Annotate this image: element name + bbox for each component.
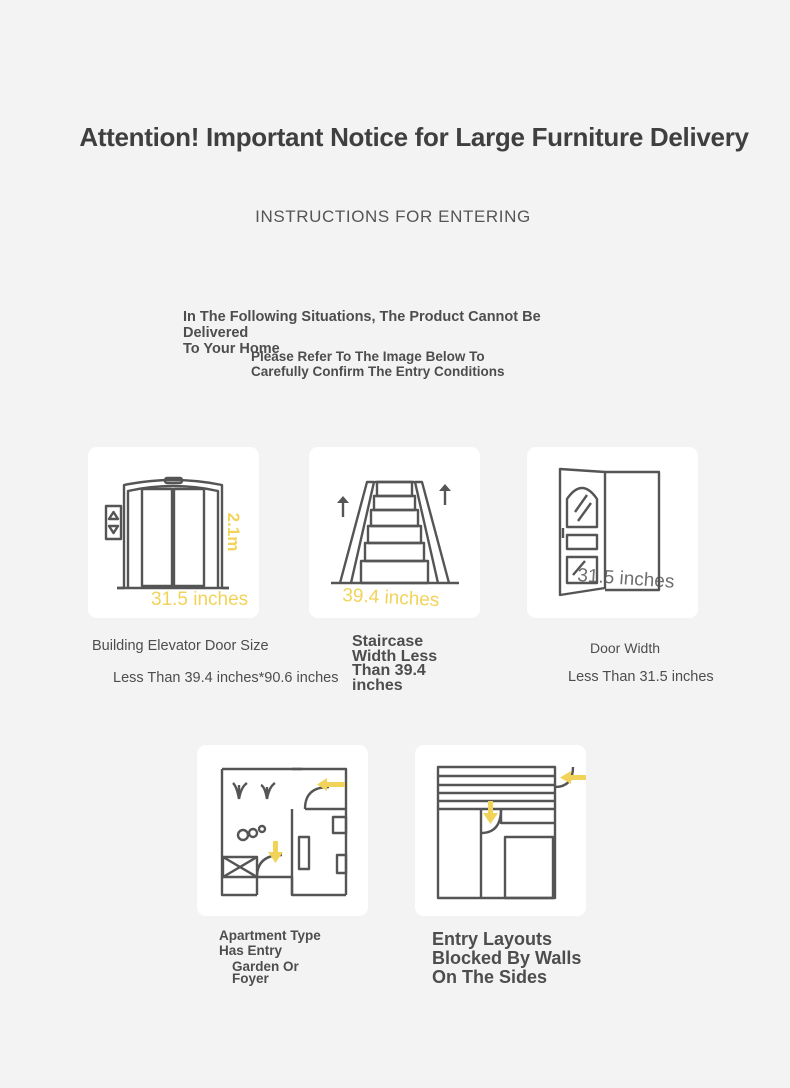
staircase-width-label: 39.4 inches bbox=[341, 585, 440, 612]
apartment-caption-b bbox=[232, 961, 299, 985]
apartment-caption-line-4: Foyer bbox=[232, 971, 269, 986]
refer-line-1: Please Refer To The Image Below To bbox=[251, 349, 485, 364]
apartment-card bbox=[197, 745, 368, 916]
apartment-caption-line-2: Has Entry bbox=[219, 943, 283, 958]
door-icon bbox=[527, 447, 698, 618]
apartment-caption-a bbox=[219, 928, 321, 958]
staircase-caption-line-2: Width Less bbox=[352, 647, 438, 665]
walls-caption-line-3: On The Sides bbox=[432, 967, 548, 987]
elevator-condition: Less Than 39.4 inches*90.6 inches bbox=[113, 670, 339, 686]
walls-caption bbox=[432, 930, 581, 987]
door-card bbox=[527, 447, 698, 618]
apartment-floorplan-icon bbox=[197, 745, 368, 916]
refer-line-2: Carefully Confirm The Entry Conditions bbox=[251, 364, 505, 379]
staircase-card bbox=[309, 447, 480, 618]
situation-line-2: To Your Home bbox=[183, 341, 280, 357]
apartment-caption-line-3: Garden Or bbox=[232, 959, 299, 974]
elevator-width-label: 31.5 inches bbox=[151, 589, 249, 610]
staircase-caption-line-1: Staircase bbox=[352, 633, 424, 650]
blocked-walls-floorplan-icon bbox=[415, 745, 586, 916]
elevator-card bbox=[88, 447, 259, 618]
apartment-caption-line-1: Apartment Type bbox=[219, 928, 321, 943]
walls-card bbox=[415, 745, 586, 916]
door-condition: Less Than 31.5 inches bbox=[568, 669, 714, 685]
staircase-caption bbox=[352, 635, 437, 693]
staircase-caption-line-3: Than 39.4 bbox=[352, 662, 426, 679]
elevator-height-label: 2.1m bbox=[224, 512, 243, 552]
page-subtitle: INSTRUCTIONS FOR ENTERING bbox=[255, 207, 531, 226]
staircase-caption-line-4: inches bbox=[352, 676, 403, 694]
refer-notice bbox=[251, 349, 521, 379]
walls-caption-line-1: Entry Layouts bbox=[432, 929, 553, 949]
walls-caption-line-2: Blocked By Walls bbox=[432, 948, 582, 968]
elevator-icon bbox=[88, 447, 259, 618]
staircase-icon bbox=[309, 447, 480, 618]
door-width-label: 31.5 inches bbox=[576, 565, 676, 593]
page-title: Attention! Important Notice for Large Furniture Delivery bbox=[79, 122, 749, 152]
elevator-title: Building Elevator Door Size bbox=[92, 638, 269, 654]
situation-line-1: In The Following Situations, The Product Cannot Be Delivered bbox=[183, 309, 541, 341]
door-title: Door Width bbox=[590, 640, 661, 656]
